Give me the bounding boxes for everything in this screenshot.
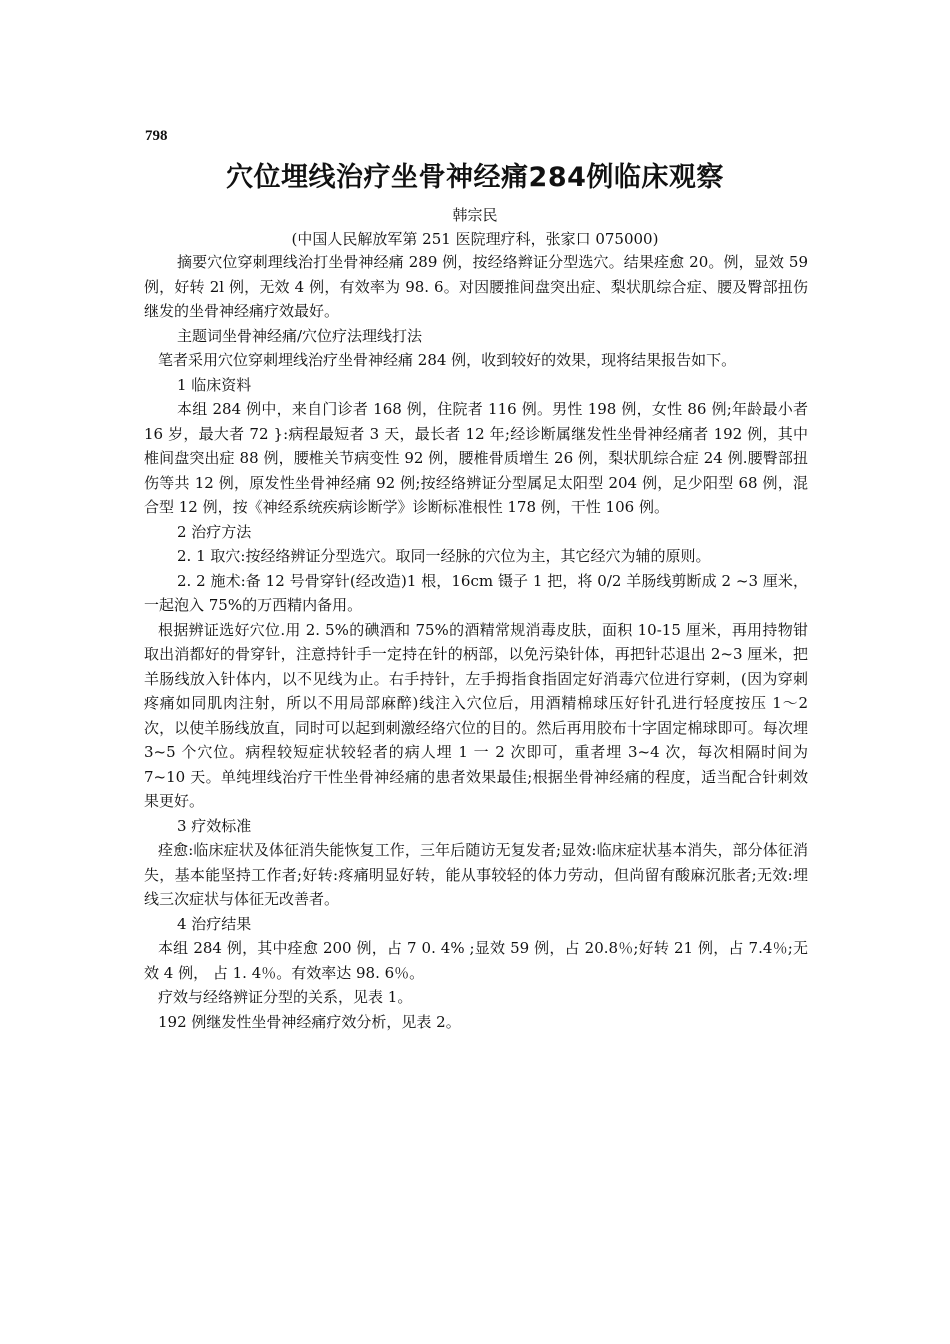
subsection-2-1: 2. 1 取穴:按经络辨证分型选穴。取同一经脉的穴位为主，其它经穴为辅的原则。 [177,547,711,565]
intro-paragraph: 笔者采用穴位穿刺埋线治疗坐骨神经痛 284 例，收到较好的效果，现将结果报告如下。 [158,351,737,369]
section-heading-1: 1 临床资料 [177,375,252,394]
table-2-reference: 192 例继发性坐骨神经痛疗效分析，见表 2。 [158,1012,461,1031]
criteria-paragraph: 痊愈:临床症状及体征消失能恢复工作，三年后随访无复发者;显效:临床症状基本消失，部分体征消失，基本能坚持工作者;好转:疼痛明显好转，能从事较轻的体力劳动，但尚留有酸麻沉胀者;无效:埋线三次症状与体征无改善者。 [144,841,808,908]
article-title: 穴位埋线治疗坐骨神经痛284例临床观察 [226,162,724,193]
article-body [144,250,808,1034]
procedure-paragraph: 根据辨证选好穴位.用 2. 5%的碘酒和 75%的酒精常规消毒皮肤，面积 10-15 厘米，再用持物钳取出消都好的骨穿针，注意持针手一定持在针的柄部，以免污染针体，再把针芯退出 2~3 厘米，把羊肠线放入针体内，以不见线为止。右手持针，左手拇指食指固定好消毒穴位进行穿刺，(因为穿刺疼痛如同肌肉注射，所以不用局部麻醉)线注入穴位后，用酒精棉球压好针孔进行轻度按压 1～2 次，以使羊肠线放直，同时可以起到刺激经络穴位的目的。然后再用胶布十字固定棉球即可。每次埋 3~5 个穴位。病程较短症状较轻者的病人埋 1 一 2 次即可，重者埋 3~4 次，每次相隔时间为 7~10 天。单纯埋线治疗干性坐骨神经痛的患者效果最佳;根据坐骨神经痛的程度，适当配合针刺效果更好。 [144,620,808,810]
subsection-2-2: 2. 2 施术:备 12 号骨穿针(经改造)1 根，16cm 镊子 1 把，将 0/2 羊肠线剪断成 2 ~3 厘米，一起泡入 75%的万西精内备用。 [144,571,808,614]
affiliation: (中国人民解放军第 251 医院理疗科，张家口 075000) [291,230,659,248]
section-heading-4: 4 治疗结果 [177,914,252,933]
clinical-data-paragraph: 本组 284 例中，来自门诊者 168 例，住院者 116 例。男性 198 例，女性 86 例;年龄最小者 16 岁，最大者 72 }:病程最短者 3 天，最长者 12 年;经诊断属继发性坐骨神经痛者 192 例，其中椎间盘突出症 88 例，腰椎关节病变性 92 例，腰椎骨质增生 26 例，梨状肌综合症 24 例.腰臀部扭伤等共 12 例，原发性坐骨神经痛 92 例;按经络辨证分型属足太阳型 204 例，足少阳型 68 例，混合型 12 例，按《神经系统疾病诊断学》诊断标准根性 178 例，干性 106 例。 [144,400,808,516]
keywords-paragraph: 主题词坐骨神经痛/穴位疗法理线打法 [177,326,423,345]
section-heading-2: 2 治疗方法 [177,522,252,541]
table-1-reference: 疗效与经络辨证分型的关系，见表 1。 [158,988,413,1006]
author: 韩宗民 [452,206,498,224]
page-number: 798 [145,128,168,144]
abstract-paragraph: 摘要穴位穿刺理线治打坐骨神经痛 289 例，按经络辫证分型选穴。结果痊愈 20。例，显效 59 例，好转 2l 例，无效 4 例，有效率为 98. 6。对因腰推间盘突出症、梨状肌综合症、腰及臀部扭伤继发的坐骨神经痛疗效最好。 [144,253,808,320]
results-paragraph: 本组 284 例，其中痊愈 200 例，占 7 0. 4% ;显效 59 例，占 20.8％;好转 21 例，占 7.4％;无效 4 例， 占 1. 4％。有效率达 98. 6％。 [144,939,808,982]
section-heading-3: 3 疗效标准 [177,816,252,835]
